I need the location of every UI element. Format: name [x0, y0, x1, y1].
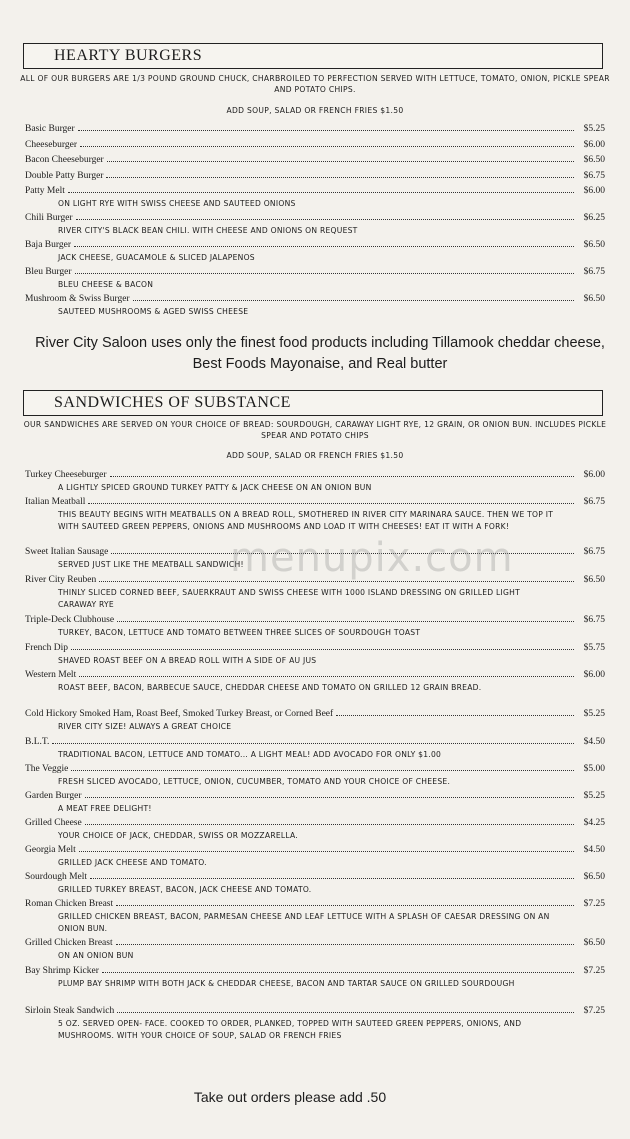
sandwiches-intro: OUR SANDWICHES ARE SERVED ON YOUR CHOICE OF BREAD: SOURDOUGH, CARAWAY LIGHT RYE, 12 GRAIN, OR ONION BUN. INCLUDES PICKLE SPEAR AND POTATO CHIPS [23, 420, 607, 440]
menu-item [25, 937, 605, 949]
item-name: Cheeseburger [25, 140, 78, 150]
item-description: A MEAT FREE DELIGHT! [58, 804, 152, 813]
item-price: $6.50 [583, 938, 605, 948]
item-description: SHAVED ROAST BEEF ON A BREAD ROLL WITH A SIDE OF AU JUS [58, 656, 317, 665]
sandwiches-section-header [23, 390, 603, 416]
item-price: $6.75 [583, 171, 605, 181]
item-name: Italian Meatball [25, 497, 86, 507]
item-description: TRADITIONAL BACON, LETTUCE AND TOMATO... A LIGHT MEAL! ADD AVOCADO FOR ONLY $1.00 [58, 750, 442, 759]
menu-item [25, 614, 605, 626]
item-description: THIS BEAUTY BEGINS WITH MEATBALLS ON A BREAD ROLL, SMOTHERED IN RIVER CITY MARINARA SAUCE. THEN WE TOP IT WITH SAUTEED GREEN PEPPERS, ONIONS AND MUSHROOMS AND LOAD IT WITH CHEESES! EAT IT WITH A FORK! [58, 510, 554, 531]
item-name: Georgia Melt [25, 845, 76, 855]
menu-item [25, 546, 605, 558]
item-name: Patty Melt [25, 186, 65, 196]
item-name: Sweet Italian Sausage [25, 547, 109, 557]
item-description: SAUTEED MUSHROOMS & AGED SWISS CHEESE [58, 307, 249, 316]
sandwiches-title: SANDWICHES OF SUBSTANCE [54, 394, 291, 411]
item-price: $6.25 [583, 213, 605, 223]
item-name: Western Melt [25, 670, 77, 680]
menu-item [25, 817, 605, 829]
item-description: A LIGHTLY SPICED GROUND TURKEY PATTY & JACK CHEESE ON AN ONION BUN [58, 483, 372, 492]
item-description: SERVED JUST LIKE THE MEATBALL SANDWICH! [58, 560, 244, 569]
quality-notice: River City Saloon uses only the finest food products including Tillamook cheddar cheese, Best Foods Mayonaise, and Real butter [35, 335, 605, 372]
item-name: Grilled Cheese [25, 818, 82, 828]
item-name: Triple-Deck Clubhouse [25, 615, 115, 625]
item-name: Double Patty Burger [25, 171, 104, 181]
item-name: Basic Burger [25, 124, 75, 134]
burgers-title: HEARTY BURGERS [54, 47, 203, 64]
menu-item [25, 736, 605, 748]
menu-item [25, 574, 605, 586]
item-price: $5.75 [583, 643, 605, 653]
item-price: $6.00 [583, 140, 605, 150]
menu-item [25, 669, 605, 681]
item-name: Sirloin Steak Sandwich [25, 1006, 115, 1016]
item-price: $5.25 [583, 709, 605, 719]
item-price: $6.50 [583, 155, 605, 165]
item-description: BLEU CHEESE & BACON [58, 280, 154, 289]
menu-item [25, 266, 605, 278]
item-price: $6.50 [583, 240, 605, 250]
item-description: PLUMP BAY SHRIMP WITH BOTH JACK & CHEDDAR CHEESE, BACON AND TARTAR SAUCE ON GRILLED SOURDOUGH [58, 979, 515, 988]
menu-item [25, 763, 605, 775]
menu-item [25, 185, 605, 197]
watermark-logo: menupix.com [230, 535, 514, 581]
item-description: 5 OZ. SERVED OPEN- FACE. COOKED TO ORDER, PLANKED, TOPPED WITH SAUTEED GREEN PEPPERS, ONIONS, AND MUSHROOMS. WITH YOUR CHOICE OF SOUP, SALAD OR FRENCH FRIES [58, 1019, 522, 1040]
burgers-section-header [23, 43, 603, 69]
menu-item [25, 496, 605, 508]
takeout-note: Take out orders please add .50 [193, 1089, 387, 1105]
item-name: Bleu Burger [25, 267, 72, 277]
item-description: RIVER CITY'S BLACK BEAN CHILI. WITH CHEESE AND ONIONS ON REQUEST [58, 226, 358, 235]
menu-item [25, 123, 605, 135]
item-name: Sourdough Melt [25, 872, 88, 882]
item-name: Mushroom & Swiss Burger [25, 294, 130, 304]
item-name: Cold Hickory Smoked Ham, Roast Beef, Smoked Turkey Breast, or Corned Beef [25, 709, 334, 719]
item-description: GRILLED TURKEY BREAST, BACON, JACK CHEESE AND TOMATO. [58, 885, 312, 894]
item-name: Bacon Cheeseburger [25, 155, 104, 165]
menu-item [25, 139, 605, 151]
item-price: $6.00 [583, 470, 605, 480]
item-price: $6.00 [583, 186, 605, 196]
item-description: ON LIGHT RYE WITH SWISS CHEESE AND SAUTEED ONIONS [58, 199, 296, 208]
burgers-intro: ALL OF OUR BURGERS ARE 1/3 POUND GROUND CHUCK, CHARBROILED TO PERFECTION SERVED WITH LETTUCE, TOMATO, ONION, PICKLE SPEAR AND POTATO CHIPS. [20, 74, 610, 94]
menu-item [25, 844, 605, 856]
item-price: $6.50 [583, 294, 605, 304]
item-name: B.L.T. [25, 737, 50, 747]
item-price: $4.25 [583, 818, 605, 828]
item-description: ON AN ONION BUN [58, 951, 134, 960]
item-price: $5.00 [583, 764, 605, 774]
item-description: JACK CHEESE, GUACAMOLE & SLICED JALAPENOS [58, 253, 255, 262]
menu-item [25, 965, 605, 977]
item-name: River City Reuben [25, 575, 97, 585]
item-name: Roman Chicken Breast [25, 899, 114, 909]
menu-item [25, 642, 605, 654]
menu-item [25, 708, 605, 720]
menu-item [25, 170, 605, 182]
item-name: Garden Burger [25, 791, 82, 801]
item-price: $6.50 [583, 872, 605, 882]
menu-item [25, 212, 605, 224]
menu-item [25, 1005, 605, 1017]
item-price: $7.25 [583, 1006, 605, 1016]
burgers-addon: ADD SOUP, SALAD OR FRENCH FRIES $1.50 [226, 106, 404, 115]
item-price: $4.50 [583, 737, 605, 747]
menu-item [25, 790, 605, 802]
item-name: Bay Shrimp Kicker [25, 966, 99, 976]
item-price: $6.50 [583, 575, 605, 585]
item-description: YOUR CHOICE OF JACK, CHEDDAR, SWISS OR MOZZARELLA. [58, 831, 299, 840]
item-price: $7.25 [583, 899, 605, 909]
item-price: $6.00 [583, 670, 605, 680]
item-name: The Veggie [25, 764, 69, 774]
item-description: FRESH SLICED AVOCADO, LETTUCE, ONION, CUCUMBER, TOMATO AND YOUR CHOICE OF CHEESE. [58, 777, 451, 786]
menu-item [25, 293, 605, 305]
item-description: GRILLED JACK CHEESE AND TOMATO. [58, 858, 207, 867]
item-price: $7.25 [583, 966, 605, 976]
menu-item [25, 898, 605, 910]
item-name: Grilled Chicken Breast [25, 938, 113, 948]
item-name: Chili Burger [25, 213, 73, 223]
menu-item [25, 154, 605, 166]
item-description: ROAST BEEF, BACON, BARBECUE SAUCE, CHEDDAR CHEESE AND TOMATO ON GRILLED 12 GRAIN BREAD. [58, 683, 482, 692]
sandwiches-addon: ADD SOUP, SALAD OR FRENCH FRIES $1.50 [226, 451, 404, 460]
item-price: $6.75 [583, 615, 605, 625]
item-description: RIVER CITY SIZE! ALWAYS A GREAT CHOICE [58, 722, 232, 731]
menu-item [25, 871, 605, 883]
item-price: $6.75 [583, 497, 605, 507]
item-price: $6.75 [583, 547, 605, 557]
item-price: $5.25 [583, 124, 605, 134]
item-name: French Dip [25, 643, 69, 653]
item-price: $5.25 [583, 791, 605, 801]
item-price: $4.50 [583, 845, 605, 855]
item-description: GRILLED CHICKEN BREAST, BACON, PARMESAN CHEESE AND LEAF LETTUCE WITH A SPLASH OF CAESAR DRESSING ON AN ONION BUN. [58, 912, 550, 933]
menu-item [25, 469, 605, 481]
item-price: $6.75 [583, 267, 605, 277]
item-name: Turkey Cheeseburger [25, 470, 107, 480]
item-description: THINLY SLICED CORNED BEEF, SAUERKRAUT AND SWISS CHEESE WITH 1000 ISLAND DRESSING ON GRILLED LIGHT CARAWAY RYE [58, 588, 521, 609]
menu-item [25, 239, 605, 251]
item-description: TURKEY, BACON, LETTUCE AND TOMATO BETWEEN THREE SLICES OF SOURDOUGH TOAST [58, 628, 421, 637]
item-name: Baja Burger [25, 240, 71, 250]
